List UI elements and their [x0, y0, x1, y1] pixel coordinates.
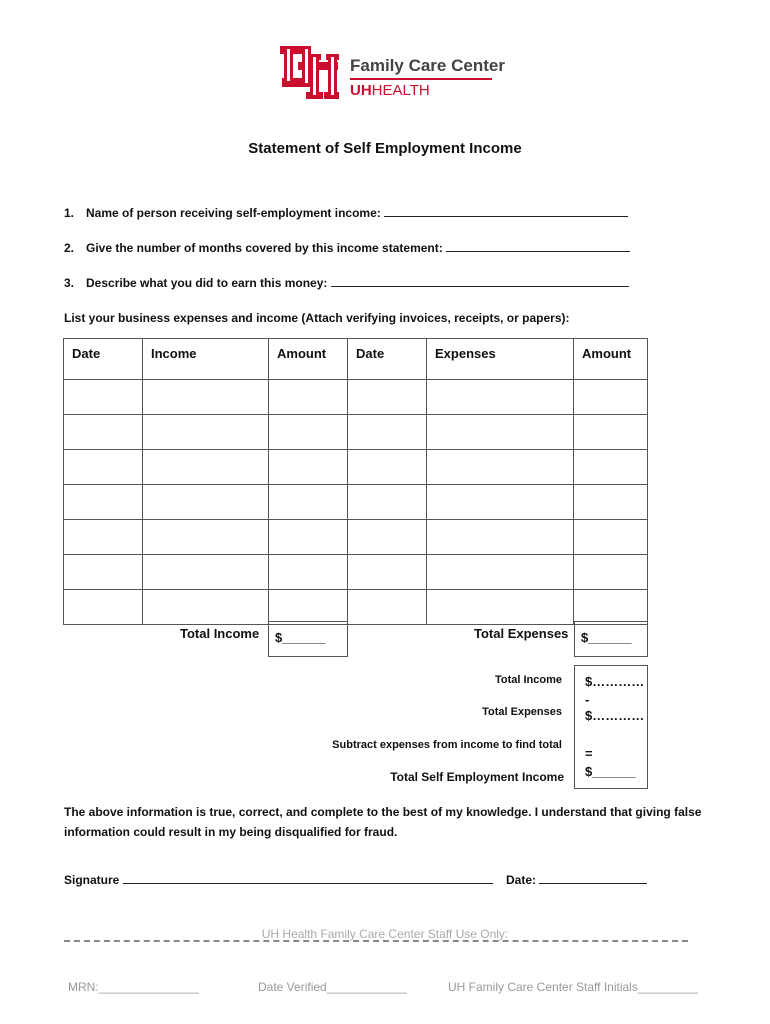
table-cell[interactable] — [269, 555, 348, 590]
date-verified-field[interactable]: Date Verified____________ — [258, 980, 407, 994]
logo — [278, 44, 505, 104]
summary-equals: = — [585, 746, 593, 761]
table-row — [64, 380, 648, 415]
table-cell[interactable] — [574, 520, 648, 555]
table-cell[interactable] — [574, 590, 648, 625]
table-cell[interactable] — [574, 450, 648, 485]
signature-field[interactable] — [123, 871, 493, 884]
list-header: List your business expenses and income (Attach verifying invoices, receipts, or papers): — [64, 311, 570, 325]
table-cell[interactable] — [269, 590, 348, 625]
summary-expenses-value[interactable]: $………… — [585, 708, 645, 723]
table-cell[interactable] — [143, 555, 269, 590]
table-cell[interactable] — [64, 485, 143, 520]
summary-total-label: Total Self Employment Income — [390, 770, 564, 784]
table-cell[interactable] — [574, 555, 648, 590]
table-cell[interactable] — [574, 415, 648, 450]
table-row — [64, 590, 648, 625]
col-date-income: Date — [64, 339, 143, 380]
table-cell[interactable] — [143, 415, 269, 450]
summary-expenses-label: Total Expenses — [482, 706, 562, 718]
date-row: Date: — [506, 871, 647, 887]
summary-total-value[interactable]: $______ — [585, 764, 636, 779]
logo-divider — [350, 78, 492, 80]
table-cell[interactable] — [348, 415, 427, 450]
summary-subtract-label: Subtract expenses from income to find total — [332, 739, 562, 751]
table-row — [64, 520, 648, 555]
table-cell[interactable] — [427, 590, 574, 625]
table-cell[interactable] — [64, 450, 143, 485]
col-amount-income: Amount — [269, 339, 348, 380]
table-cell[interactable] — [143, 450, 269, 485]
summary-box — [574, 665, 648, 789]
table-row — [64, 450, 648, 485]
declaration-text: The above information is true, correct, and complete to the best of my knowledge. I understand that giving false information could result in my being disqualified for fraud. — [64, 805, 702, 839]
table-cell[interactable] — [574, 380, 648, 415]
table-cell[interactable] — [427, 485, 574, 520]
name-field[interactable] — [384, 204, 628, 217]
col-expenses: Expenses — [427, 339, 574, 380]
table-cell[interactable] — [427, 520, 574, 555]
table-row — [64, 555, 648, 590]
table-header-row — [64, 339, 648, 380]
mrn-field[interactable]: MRN:_______________ — [68, 980, 199, 994]
question-2: 2. Give the number of months covered by this income statement: — [64, 239, 630, 255]
table-cell[interactable] — [64, 520, 143, 555]
table-cell[interactable] — [64, 415, 143, 450]
question-3: 3. Describe what you did to earn this money: — [64, 274, 629, 290]
signature-row: Signature — [64, 871, 493, 887]
page-title: Statement of Self Employment Income — [248, 140, 522, 157]
staff-section-title: UH Health Family Care Center Staff Use Only: — [261, 927, 509, 941]
total-expenses-label: Total Expenses — [474, 626, 569, 641]
table-cell[interactable] — [143, 380, 269, 415]
description-field[interactable] — [331, 274, 629, 287]
table-cell[interactable] — [269, 380, 348, 415]
table-cell[interactable] — [348, 555, 427, 590]
table-cell[interactable] — [427, 555, 574, 590]
total-expenses-field[interactable]: $______ — [574, 621, 648, 657]
uh-logo-icon — [278, 44, 340, 100]
logo-unit: UHHEALTH — [350, 82, 430, 99]
summary-income-label: Total Income — [494, 674, 562, 686]
staff-divider — [64, 940, 688, 942]
table-cell[interactable] — [574, 485, 648, 520]
table-cell[interactable] — [269, 485, 348, 520]
table-cell[interactable] — [269, 450, 348, 485]
date-field[interactable] — [539, 871, 647, 884]
summary-minus: - — [585, 692, 590, 707]
months-field[interactable] — [446, 239, 630, 252]
table-cell[interactable] — [348, 450, 427, 485]
question-1: 1. Name of person receiving self-employment income: — [64, 204, 628, 220]
table-cell[interactable] — [64, 590, 143, 625]
table-cell[interactable] — [143, 485, 269, 520]
table-cell[interactable] — [348, 485, 427, 520]
table-row — [64, 485, 648, 520]
table-cell[interactable] — [348, 380, 427, 415]
table-cell[interactable] — [143, 520, 269, 555]
table-cell[interactable] — [64, 555, 143, 590]
table-cell[interactable] — [427, 380, 574, 415]
logo-org-name: Family Care Center — [350, 56, 505, 75]
table-cell[interactable] — [269, 415, 348, 450]
table-cell[interactable] — [427, 450, 574, 485]
col-date-expense: Date — [348, 339, 427, 380]
col-amount-expense: Amount — [574, 339, 648, 380]
table-cell[interactable] — [64, 380, 143, 415]
table-cell[interactable] — [348, 520, 427, 555]
table-cell[interactable] — [269, 520, 348, 555]
table-cell[interactable] — [427, 415, 574, 450]
staff-initials-field[interactable]: UH Family Care Center Staff Initials_________ — [448, 980, 698, 994]
col-income: Income — [143, 339, 269, 380]
table-cell[interactable] — [143, 590, 269, 625]
total-income-label: Total Income — [180, 626, 260, 641]
summary-income-value[interactable]: $………… — [585, 674, 645, 689]
income-expense-table — [63, 338, 648, 625]
table-row — [64, 415, 648, 450]
total-income-field[interactable]: $______ — [268, 621, 348, 657]
table-cell[interactable] — [348, 590, 427, 625]
